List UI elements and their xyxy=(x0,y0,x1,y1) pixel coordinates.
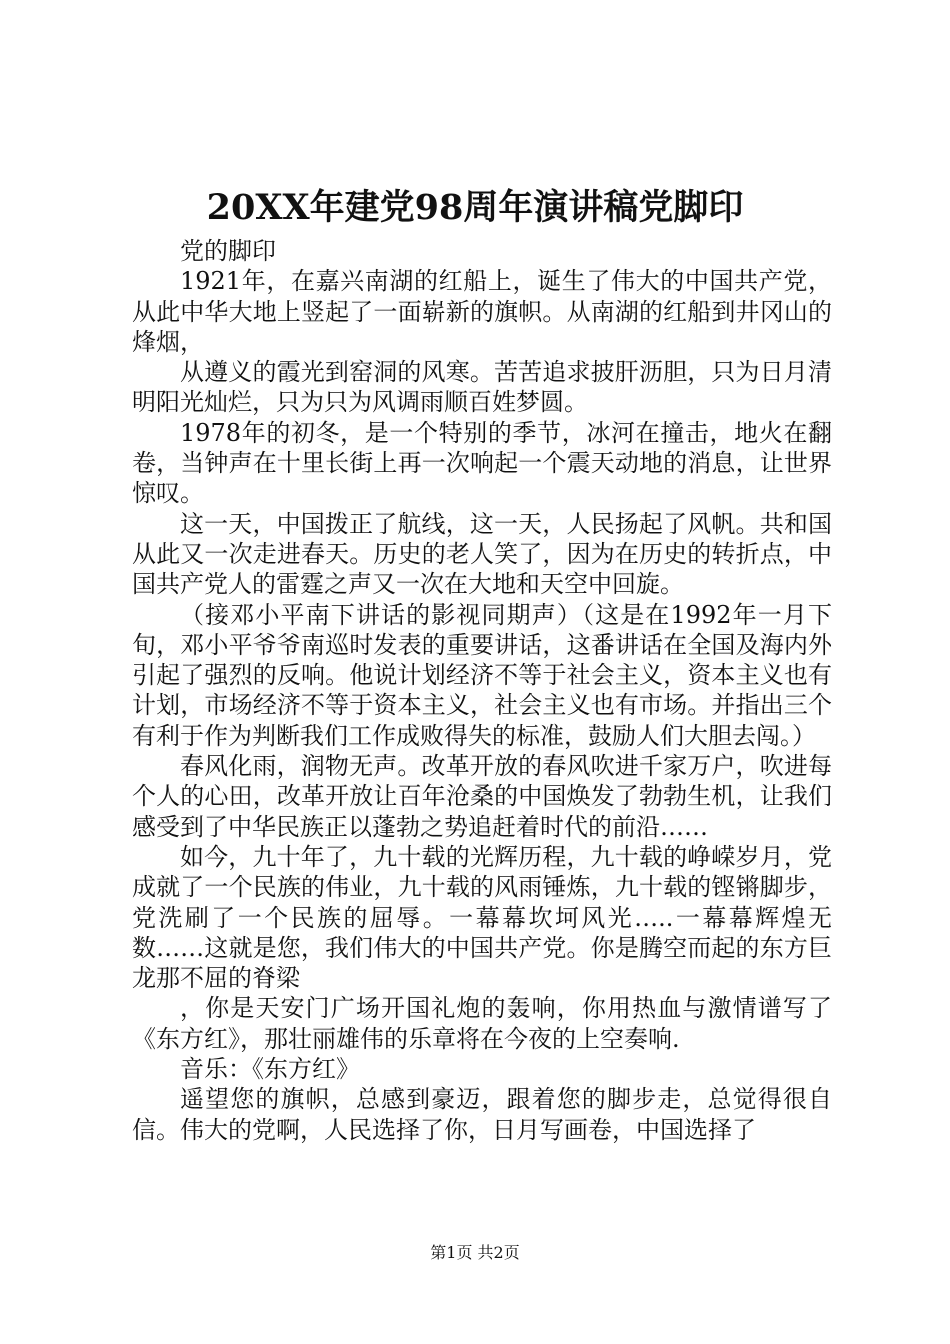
body-text xyxy=(132,236,832,1145)
page-footer: 第1页 共2页 xyxy=(430,1243,520,1262)
paragraph: ，你是天安门广场开国礼炮的轰响，你用热血与激情谱写了《东方红》，那壮丽雄伟的乐章将在今夜的上空奏响. xyxy=(132,994,832,1053)
paragraph: 春风化雨，润物无声。改革开放的春风吹进千家万户，吹进每个人的心田，改革开放让百年沧桑的中国焕发了勃勃生机，让我们感受到了中华民族正以蓬勃之势追赶着时代的前沿…… xyxy=(132,752,832,841)
paragraph: （接邓小平南下讲话的影视同期声）（这是在1992年一月下旬，邓小平爷爷南巡时发表的重要讲话，这番讲话在全国及海内外引起了强烈的反响。他说计划经济不等于社会主义，资本主义也有计划，市场经济不等于资本主义，社会主义也有市场。并指出三个有利于作为判断我们工作成败得失的标准，鼓励人们大胆去闯。） xyxy=(132,600,832,750)
paragraph: 遥望您的旗帜，总感到豪迈，跟着您的脚步走，总觉得很自信。伟大的党啊，人民选择了你，日月写画卷，中国选择了 xyxy=(132,1085,832,1144)
paragraph: 1978年的初冬，是一个特别的季节，冰河在撞击，地火在翻卷，当钟声在十里长街上再一次响起一个震天动地的消息，让世界惊叹。 xyxy=(132,418,832,508)
paragraph: 这一天，中国拨正了航线，这一天，人民扬起了风帆。共和国从此又一次走进春天。历史的老人笑了，因为在历史的转折点，中国共产党人的雷霆之声又一次在大地和天空中回旋。 xyxy=(132,509,832,599)
paragraph: 如今，九十年了，九十载的光辉历程，九十载的峥嵘岁月，党成就了一个民族的伟业，九十载的风雨锤炼，九十载的铿锵脚步，党洗刷了一个民族的屈辱。一幕幕坎坷风光…..一幕幕辉煌无数……这就是您，我们伟大的中国共产党。你是腾空而起的东方巨龙那不屈的脊梁 xyxy=(132,842,832,993)
page-title: 20XX年建党98周年演讲稿党脚印 xyxy=(206,187,744,228)
paragraph: 从遵义的霞光到窑洞的风寒。苦苦追求披肝沥胆，只为日月清明阳光灿烂，只为只为风调雨顺百姓梦圆。 xyxy=(132,358,832,417)
paragraph: 党的脚印 xyxy=(180,237,276,265)
paragraph: 1921年，在嘉兴南湖的红船上，诞生了伟大的中国共产党，从此中华大地上竖起了一面崭新的旗帜。从南湖的红船到井冈山的烽烟， xyxy=(132,267,832,356)
paragraph: 音乐：《东方红》 xyxy=(180,1055,360,1084)
